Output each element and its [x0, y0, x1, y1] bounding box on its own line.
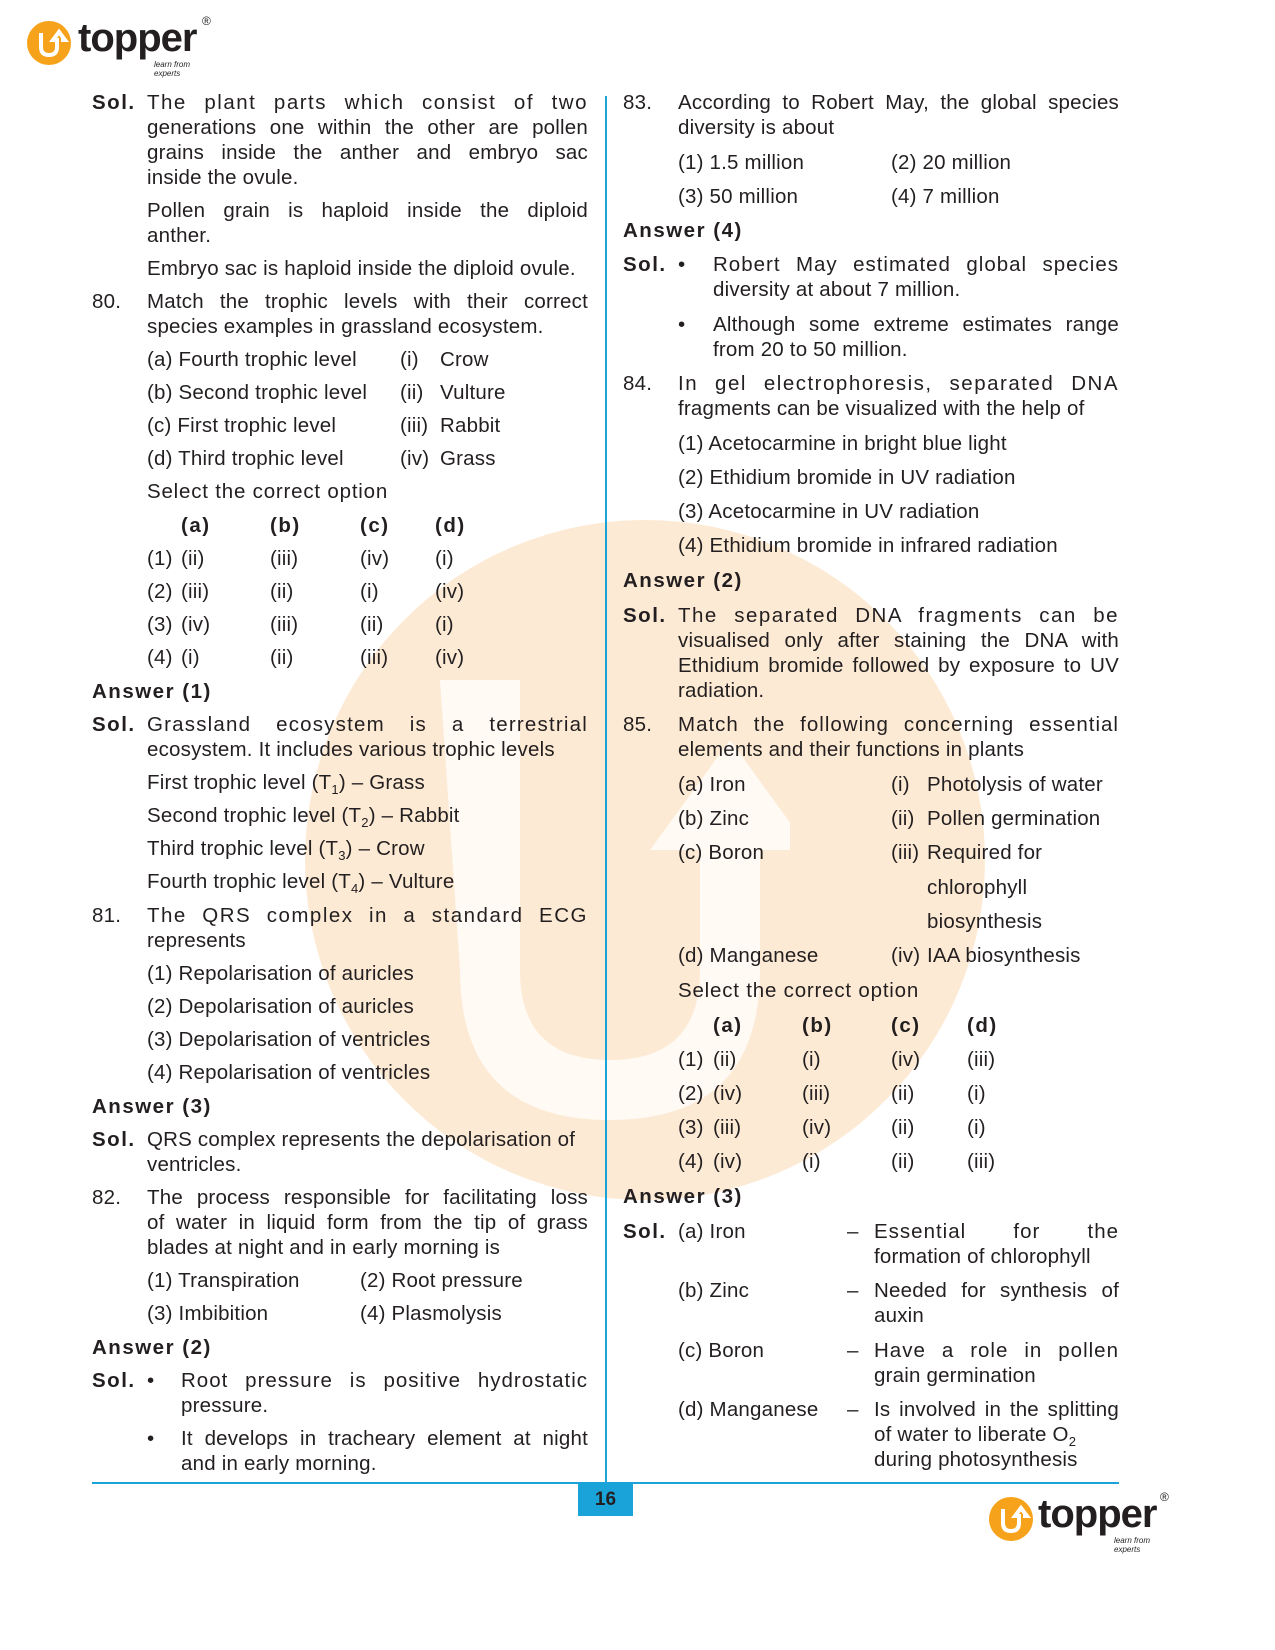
- option-cell: (i): [435, 613, 454, 636]
- topper-logo-icon: [988, 1496, 1034, 1542]
- option-cell: (ii): [270, 646, 294, 669]
- trophic-level-3: Third trophic level $(T_3)$ – Crow: [147, 837, 425, 864]
- bullet-icon: •: [678, 313, 686, 336]
- option-header: (c): [360, 514, 390, 537]
- option-header: (b): [802, 1014, 833, 1037]
- match-value: Vulture: [440, 381, 506, 404]
- match-key: (iii): [400, 414, 429, 437]
- option-cell: (iv): [891, 1048, 921, 1071]
- sol-text: QRS complex represents the depolarisation of: [147, 1128, 576, 1151]
- option-number: (3): [678, 1116, 704, 1139]
- sol-label: Sol.: [92, 1128, 136, 1151]
- sol-text: Root pressure is positive hydrostatic: [181, 1369, 588, 1392]
- sol-element: (c) Boron: [678, 1339, 765, 1362]
- option-item: (1) Repolarisation of auricles: [147, 962, 414, 985]
- option-cell: (iv): [435, 646, 465, 669]
- sol-text: of water to liberate $O_2$: [874, 1423, 1077, 1450]
- match-value: Pollen germination: [927, 807, 1101, 830]
- sol-dash: –: [847, 1220, 859, 1243]
- sol-text: during photosynthesis: [874, 1448, 1078, 1471]
- page-number-box: [578, 1484, 633, 1516]
- question-text: blades at night and in early morning is: [147, 1236, 501, 1259]
- sol-text: grain germination: [874, 1364, 1036, 1387]
- match-item: (a) Iron: [678, 773, 746, 796]
- option-item: (4) Ethidium bromide in infrared radiation: [678, 534, 1058, 557]
- option-cell: (iii): [713, 1116, 742, 1139]
- match-value: Required for: [927, 841, 1043, 864]
- match-key: (ii): [891, 807, 915, 830]
- option-header: (c): [891, 1014, 921, 1037]
- match-item: (b) Zinc: [678, 807, 750, 830]
- option-item: (2) Ethidium bromide in UV radiation: [678, 466, 1016, 489]
- question-text: The process responsible for facilitating loss: [147, 1186, 588, 1209]
- sol-element: (d) Manganese: [678, 1398, 819, 1421]
- sol-text: ecosystem. It includes various trophic levels: [147, 738, 555, 761]
- select-prompt: Select the correct option: [147, 480, 389, 503]
- option-cell: (iv): [435, 580, 465, 603]
- sol-element: (b) Zinc: [678, 1279, 750, 1302]
- question-text: elements and their functions in plants: [678, 738, 1025, 761]
- sol-text: radiation.: [678, 679, 765, 702]
- sol-text: Ethidium bromide followed by exposure to UV: [678, 654, 1119, 677]
- option-item: (1) Acetocarmine in bright blue light: [678, 432, 1007, 455]
- sol-text: formation of chlorophyll: [874, 1245, 1091, 1268]
- match-key: (ii): [400, 381, 424, 404]
- question-text: Match the trophic levels with their correct: [147, 290, 588, 313]
- question-text: diversity is about: [678, 116, 835, 139]
- logo-tagline: learn from experts: [154, 60, 191, 78]
- option-cell: (ii): [891, 1116, 915, 1139]
- sol-text: anther.: [147, 224, 212, 247]
- option-header: (a): [181, 514, 211, 537]
- match-key: (iii): [891, 841, 920, 864]
- sol-label: Sol.: [623, 604, 667, 627]
- option-cell: (i): [181, 646, 200, 669]
- sol-text: diversity at about 7 million.: [713, 278, 961, 301]
- option-cell: (iii): [802, 1082, 831, 1105]
- option-cell: (iv): [713, 1082, 743, 1105]
- sol-text: The separated DNA fragments can be: [678, 604, 1119, 627]
- question-text: species examples in grassland ecosystem.: [147, 315, 544, 338]
- option-item: (3) Imbibition: [147, 1302, 269, 1325]
- match-item: (d) Manganese: [678, 944, 819, 967]
- option-cell: (ii): [891, 1082, 915, 1105]
- option-cell: (iv): [802, 1116, 832, 1139]
- question-text: The QRS complex in a standard ECG: [147, 904, 588, 927]
- option-item: (2) 20 million: [891, 151, 1012, 174]
- match-item: (c) First trophic level: [147, 414, 337, 437]
- option-cell: (i): [802, 1048, 821, 1071]
- answer-label: Answer (4): [623, 219, 743, 242]
- match-value: Grass: [440, 447, 496, 470]
- option-cell: (i): [360, 580, 379, 603]
- footer-logo: [988, 1490, 1178, 1554]
- bullet-icon: •: [147, 1427, 155, 1450]
- sol-text: Is involved in the splitting: [874, 1398, 1119, 1421]
- answer-label: Answer (3): [623, 1185, 743, 1208]
- option-cell: (iii): [270, 547, 299, 570]
- sol-text: Robert May estimated global species: [713, 253, 1119, 276]
- option-item: (3) Depolarisation of ventricles: [147, 1028, 431, 1051]
- option-cell: (ii): [713, 1048, 737, 1071]
- sol-label: Sol.: [623, 253, 667, 276]
- question-text: In gel electrophoresis, separated DNA: [678, 372, 1119, 395]
- option-cell: (ii): [891, 1150, 915, 1173]
- match-item: (d) Third trophic level: [147, 447, 344, 470]
- trophic-level-1: First trophic level $(T_1)$ – Grass: [147, 771, 425, 798]
- sol-text: generations one within the other are pollen: [147, 116, 588, 139]
- sol-dash: –: [847, 1339, 859, 1362]
- option-number: (1): [147, 547, 173, 570]
- option-cell: (ii): [270, 580, 294, 603]
- option-cell: (i): [802, 1150, 821, 1173]
- match-value: biosynthesis: [927, 910, 1043, 933]
- match-value: Rabbit: [440, 414, 501, 437]
- match-key: (i): [891, 773, 910, 796]
- column-divider: [605, 96, 607, 1486]
- option-cell: (i): [967, 1116, 986, 1139]
- logo-wordmark: topper: [1038, 1492, 1157, 1536]
- question-number: 85.: [623, 713, 653, 736]
- question-number: 83.: [623, 91, 653, 114]
- option-header: (b): [270, 514, 301, 537]
- option-cell: (iv): [360, 547, 390, 570]
- sol-text: pressure.: [181, 1394, 269, 1417]
- answer-label: Answer (3): [92, 1095, 212, 1118]
- sol-text: auxin: [874, 1304, 925, 1327]
- option-item: (3) Acetocarmine in UV radiation: [678, 500, 980, 523]
- question-number: 80.: [92, 290, 122, 313]
- match-value: IAA biosynthesis: [927, 944, 1081, 967]
- match-value: Photolysis of water: [927, 773, 1103, 796]
- option-item: (4) 7 million: [891, 185, 1000, 208]
- option-cell: (iv): [713, 1150, 743, 1173]
- sol-text: visualised only after staining the DNA with: [678, 629, 1119, 652]
- sol-text: Have a role in pollen: [874, 1339, 1119, 1362]
- match-item: (b) Second trophic level: [147, 381, 368, 404]
- bullet-icon: •: [147, 1369, 155, 1392]
- question-number: 84.: [623, 372, 653, 395]
- option-number: (4): [678, 1150, 704, 1173]
- option-cell: (iii): [967, 1150, 996, 1173]
- option-item: (3) 50 million: [678, 185, 799, 208]
- option-cell: (ii): [360, 613, 384, 636]
- sol-text: inside the ovule.: [147, 166, 299, 189]
- question-number: 81.: [92, 904, 122, 927]
- answer-label: Answer (2): [623, 569, 743, 592]
- option-cell: (i): [435, 547, 454, 570]
- answer-label: Answer (1): [92, 680, 212, 703]
- option-cell: (iii): [360, 646, 389, 669]
- option-cell: (i): [967, 1082, 986, 1105]
- option-header: (a): [713, 1014, 743, 1037]
- sol-text: The plant parts which consist of two: [147, 91, 588, 114]
- option-number: (3): [147, 613, 173, 636]
- sol-label: Sol.: [92, 91, 136, 114]
- sol-dash: –: [847, 1279, 859, 1302]
- option-item: (1) 1.5 million: [678, 151, 805, 174]
- header-logo: [26, 14, 216, 78]
- select-prompt: Select the correct option: [678, 979, 920, 1002]
- question-number: 82.: [92, 1186, 122, 1209]
- option-header: (d): [967, 1014, 998, 1037]
- option-cell: (ii): [181, 547, 205, 570]
- question-text: According to Robert May, the global species: [678, 91, 1119, 114]
- bullet-icon: •: [678, 253, 686, 276]
- logo-wordmark: topper: [78, 16, 197, 60]
- sol-label: Sol.: [92, 713, 136, 736]
- logo-registered: ®: [1160, 1490, 1169, 1504]
- option-number: (2): [678, 1082, 704, 1105]
- trophic-level-2: Second trophic level $(T_2)$ – Rabbit: [147, 804, 460, 831]
- match-key: (i): [400, 348, 419, 371]
- sol-text: It develops in tracheary element at night: [181, 1427, 588, 1450]
- question-text: represents: [147, 929, 246, 952]
- sol-text: Grassland ecosystem is a terrestrial: [147, 713, 588, 736]
- answer-label: Answer (2): [92, 1336, 212, 1359]
- sol-dash: –: [847, 1398, 859, 1421]
- sol-label: Sol.: [623, 1220, 667, 1243]
- sol-text: Embryo sac is haploid inside the diploid ovule.: [147, 257, 576, 280]
- sol-label: Sol.: [92, 1369, 136, 1392]
- option-number: (1): [678, 1048, 704, 1071]
- sol-text: Essential for the: [874, 1220, 1119, 1243]
- sol-text: Needed for synthesis of: [874, 1279, 1119, 1302]
- match-value: Crow: [440, 348, 489, 371]
- question-text: Match the following concerning essential: [678, 713, 1119, 736]
- match-key: (iv): [891, 944, 921, 967]
- sol-text: and in early morning.: [181, 1452, 377, 1475]
- topper-logo-icon: [26, 20, 72, 66]
- option-item: (1) Transpiration: [147, 1269, 300, 1292]
- option-number: (2): [147, 580, 173, 603]
- match-value: chlorophyll: [927, 876, 1028, 899]
- sol-element: (a) Iron: [678, 1220, 746, 1243]
- option-item: (4) Plasmolysis: [360, 1302, 502, 1325]
- logo-registered: ®: [202, 14, 211, 28]
- option-header: (d): [435, 514, 466, 537]
- option-cell: (iii): [181, 580, 210, 603]
- option-cell: (iv): [181, 613, 211, 636]
- option-item: (2) Depolarisation of auricles: [147, 995, 414, 1018]
- sol-text: ventricles.: [147, 1153, 242, 1176]
- sol-text: grains inside the anther and embryo sac: [147, 141, 588, 164]
- option-item: (4) Repolarisation of ventricles: [147, 1061, 431, 1084]
- match-key: (iv): [400, 447, 430, 470]
- sol-text: from 20 to 50 million.: [713, 338, 908, 361]
- logo-tagline: learn from experts: [1114, 1536, 1151, 1554]
- match-item: (c) Boron: [678, 841, 765, 864]
- option-cell: (iii): [967, 1048, 996, 1071]
- match-item: (a) Fourth trophic level: [147, 348, 357, 371]
- trophic-level-4: Fourth trophic level $(T_4)$ – Vulture: [147, 870, 455, 897]
- option-number: (4): [147, 646, 173, 669]
- question-text: fragments can be visualized with the help of: [678, 397, 1085, 420]
- page-number: 16: [594, 1489, 617, 1510]
- sol-text: Pollen grain is haploid inside the diploid: [147, 199, 588, 222]
- question-text: of water in liquid form from the tip of grass: [147, 1211, 588, 1234]
- sol-text: Although some extreme estimates range: [713, 313, 1119, 336]
- option-cell: (iii): [270, 613, 299, 636]
- option-item: (2) Root pressure: [360, 1269, 523, 1292]
